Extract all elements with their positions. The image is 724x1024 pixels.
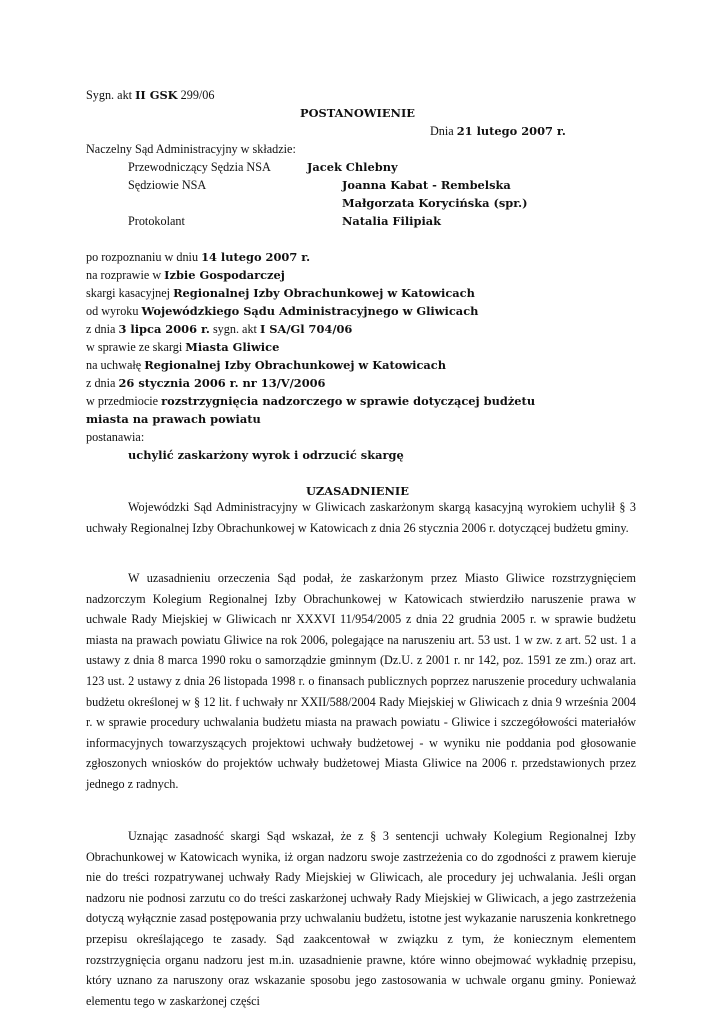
proceedings-line: miasta na prawach powiatu (86, 412, 261, 426)
case-signature: Sygn. akt II GSK 299/06 (86, 88, 215, 102)
justification-title: UZASADNIENIE (306, 484, 409, 498)
ruling-text: uchylić zaskarżony wyrok i odrzucić skargę (128, 448, 404, 462)
justification-paragraph-1: Wojewódzki Sąd Administracyjny w Gliwicach zaskarżonym skargą kasacyjną wyrokiem uchylił § 3 uchwały Regionalnej Izby Obrachunkowej w Katowicach z dnia 26 stycznia 2006 r. dotyczącej budżetu gminy. (86, 500, 636, 535)
court-intro: Naczelny Sąd Administracyjny w składzie: (86, 142, 296, 156)
ruling-date: Dnia 21 lutego 2007 r. (430, 124, 566, 138)
judge-name-1: Joanna Kabat - Rembelska (342, 178, 511, 192)
proceedings-line: z dnia 26 stycznia 2006 r. nr 13/V/2006 (86, 376, 326, 390)
proceedings-line: na uchwałę Regionalnej Izby Obrachunkowej w Katowicach (86, 358, 447, 372)
justification-paragraph-3: Uznając zasadność skargi Sąd wskazał, że z § 3 sentencji uchwały Kolegium Regionalnej Izby Obrachunkowej w Katowicach wynika, iż organ nadzoru swoje zastrzeżenia co do zgodności z prawem kieruje nie do treści rozpatrywanej uchwały Rady Miejskiej w Gliwicach, ale procedury jej uchwalania. Jeśli organ nadzoru nie podnosi zarzutu co do treści zaskarżonej uchwały Rady Miejskiej w Gliwicach, a jego zastrzeżenia dotyczą wyłącznie zasad postępowania przy uchwalaniu budżetu, istotne jest wykazanie naruszenia konkretnego przepisu określającego te zasady. Sąd zaakcentował w związku z tym, że koniecznym elementem rozstrzygnięcia organu nadzoru jest m.in. uzasadnienie prawne, które winno obejmować wykładnię przepisu, który uznano za naruszony oraz wskazanie sposobu jego zastosowania w uchwale organu gminy. Ponieważ elementu tego w zaskarżonej części (86, 829, 636, 1008)
proceedings-line: w sprawie ze skargi Miasta Gliwice (86, 340, 280, 354)
judge-name-2: Małgorzata Korycińska (spr.) (342, 196, 528, 210)
proceedings-line: po rozpoznaniu w dniu 14 lutego 2007 r. (86, 250, 311, 264)
justification-paragraph-2: W uzasadnieniu orzeczenia Sąd podał, że zaskarżonym przez Miasto Gliwice rozstrzygnięciem nadzorczym Kolegium Regionalnej Izby Obrachunkowej w Katowicach stwierdziło naruszenie prawa w uchwale Rady Miejskiej w Gliwicach nr XXXVI 11/954/2005 z dnia 22 grudnia 2005 r. w sprawie budżetu miasta na prawach powiatu Gliwice na rok 2006, polegające na naruszeniu art. 53 ust. 1 w zw. z art. 52 ust. 1 a ustawy z dnia 8 marca 1990 roku o samorządzie gminnym (Dz.U. z 2001 r. nr 142, poz. 1591 ze zm.) oraz art. 123 ust. 2 ustawy z dnia 26 listopada 1998 r. o finansach publicznych poprzez naruszenie procedury uchwalania budżetu określonej w § 12 lit. f uchwały nr XXII/588/2004 Rady Miejskiej w Gliwicach z dnia 9 września 2004 r. w sprawie procedury uchwalania budżetu miasta na prawach powiatu - Gliwice i szczegółowości materiałów informacyjnych towarzyszących projektowi uchwały budżetowej - w wyniku nie poddania pod głosowanie zgłoszonych wniosków do projektów uchwały budżetowej Miasta Gliwice na 2006 r. przedstawionych przez jednego z radnych. (86, 571, 636, 791)
chair-name: Jacek Chlebny (307, 160, 398, 174)
judges-label: Sędziowie NSA (128, 178, 207, 192)
proceedings-line: od wyroku Wojewódzkiego Sądu Administracyjnego w Gliwicach (86, 304, 479, 318)
proceedings-line: postanawia: (86, 430, 145, 444)
document-title: POSTANOWIENIE (300, 106, 415, 120)
proceedings-line: skargi kasacyjnej Regionalnej Izby Obrachunkowej w Katowicach (86, 286, 475, 300)
proceedings-line: w przedmiocie rozstrzygnięcia nadzorczego w sprawie dotyczącej budżetu (86, 394, 536, 408)
clerk-label: Protokolant (128, 214, 185, 228)
proceedings-line: na rozprawie w Izbie Gospodarczej (86, 268, 285, 282)
clerk-name: Natalia Filipiak (342, 214, 442, 228)
chair-label: Przewodniczący Sędzia NSA (128, 160, 271, 174)
proceedings-line: z dnia 3 lipca 2006 r. sygn. akt I SA/Gl 704/06 (86, 322, 353, 336)
